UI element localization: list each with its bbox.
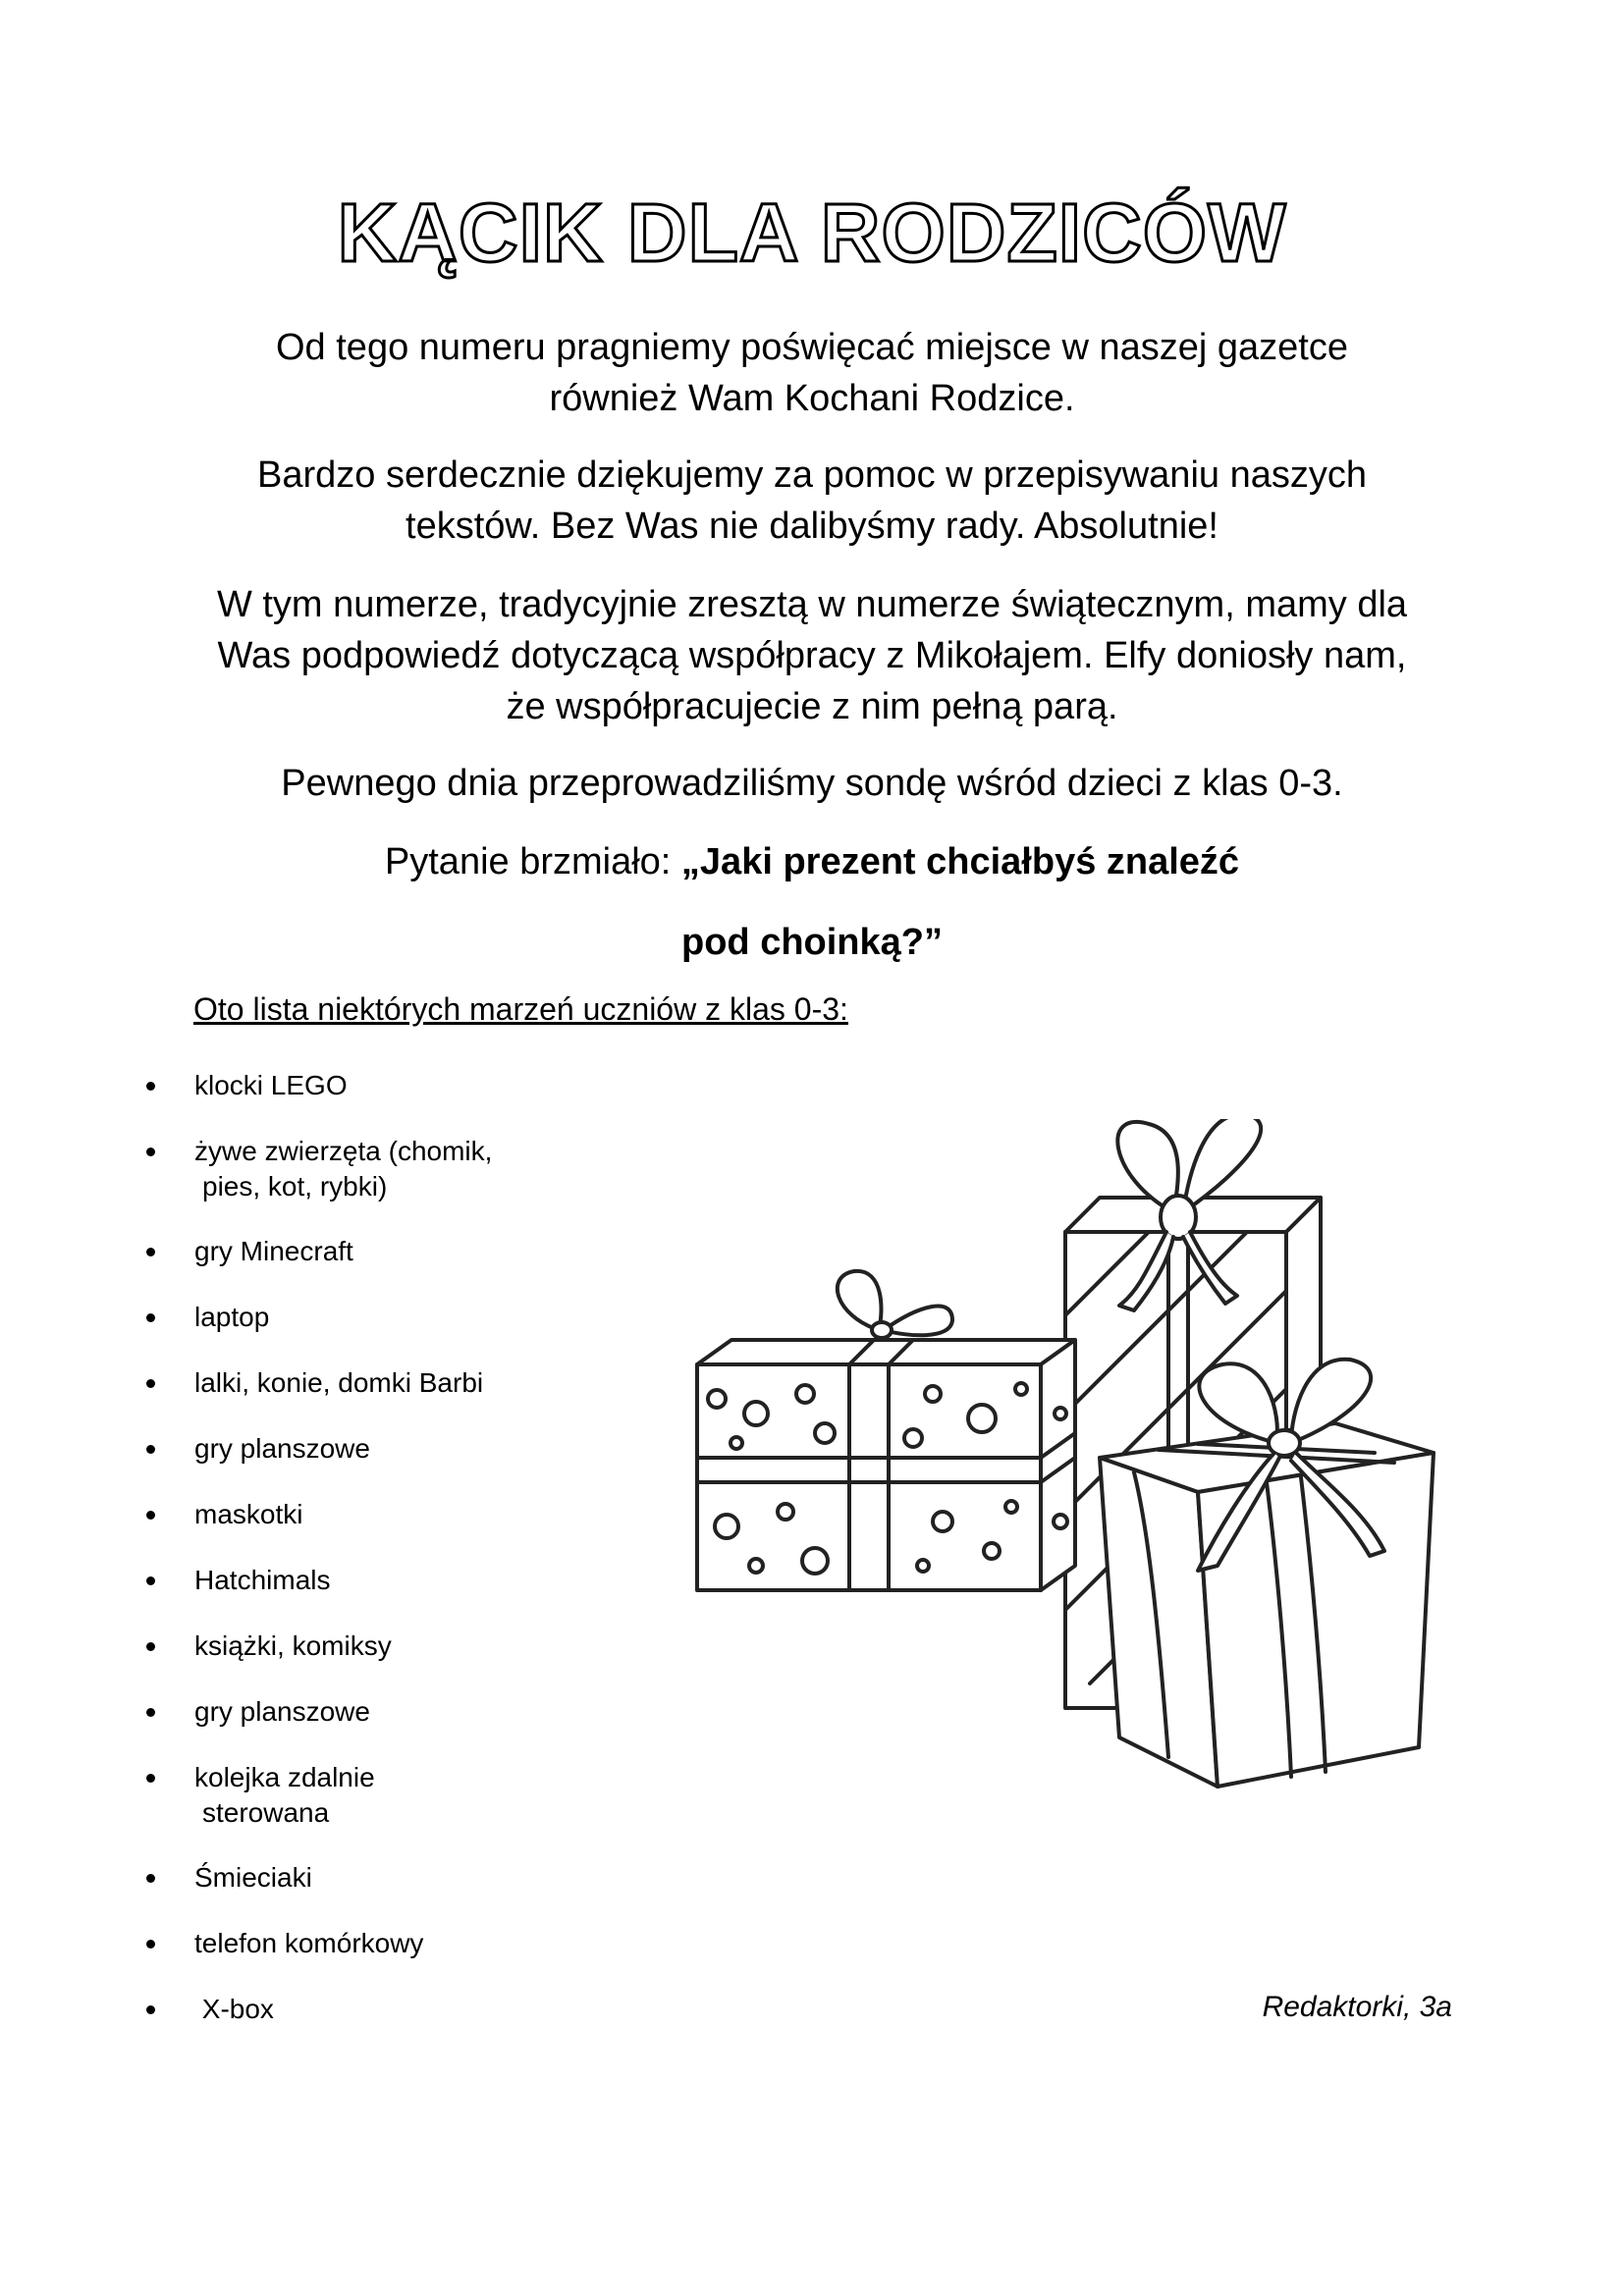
bullet-icon <box>146 1774 155 1783</box>
bullet-icon <box>146 1511 155 1520</box>
list-item: telefon komórkowy <box>157 1926 423 1961</box>
bullet-icon <box>146 1445 155 1454</box>
list-item: klocki LEGO <box>157 1068 348 1103</box>
list-item: X-box <box>157 1992 274 2027</box>
bullet-icon <box>146 1313 155 1322</box>
dotted-gift-icon <box>697 1271 1075 1590</box>
list-item: gry planszowe <box>157 1694 370 1730</box>
gift-boxes-icon <box>687 1119 1443 1806</box>
list-item: książki, komiksy <box>157 1629 392 1664</box>
question-prefix: Pytanie brzmiało: <box>384 841 681 882</box>
bullet-icon <box>146 1708 155 1717</box>
bullet-icon <box>146 1576 155 1585</box>
bullet-icon <box>146 1248 155 1256</box>
wish-list <box>0 0 687 2296</box>
bullet-icon <box>146 1082 155 1091</box>
bullet-icon <box>146 1874 155 1883</box>
intro-line-1: Od tego numeru pragniemy poświęcać miejsce w naszej gazetce <box>276 327 1348 368</box>
santa-line-3: że współpracujecie z nim pełną parą. <box>506 686 1118 727</box>
page-title: KĄCIK DLA RODZICÓW <box>337 187 1287 279</box>
signature: Redaktorki, 3a <box>1262 1991 1452 2023</box>
list-item: żywe zwierzęta (chomik, pies, kot, rybki) <box>157 1134 492 1204</box>
list-item: gry Minecraft <box>157 1234 353 1269</box>
bullet-icon <box>146 1642 155 1651</box>
list-header: Oto lista niektórych marzeń uczniów z klas 0-3: <box>193 991 848 1027</box>
thanks-line-1: Bardzo serdecznie dziękujemy za pomoc w przepisywaniu naszych <box>257 454 1367 496</box>
bullet-icon <box>146 2005 155 2014</box>
santa-line-1: W tym numerze, tradycyjnie zresztą w numerze świątecznym, mamy dla <box>216 584 1408 625</box>
list-item: kolejka zdalnie sterowana <box>157 1760 375 1831</box>
list-item: gry planszowe <box>157 1431 370 1467</box>
list-item: Śmieciaki <box>157 1860 312 1896</box>
question-bold-2: pod choinką?” <box>681 922 943 963</box>
bullet-icon <box>146 1148 155 1156</box>
bullet-icon <box>146 1940 155 1949</box>
intro-line-2: również Wam Kochani Rodzice. <box>549 378 1075 419</box>
survey-line: Pewnego dnia przeprowadziliśmy sondę wśród dzieci z klas 0-3. <box>281 763 1343 804</box>
list-item: lalki, konie, domki Barbi <box>157 1365 483 1401</box>
list-item: laptop <box>157 1300 269 1335</box>
thanks-line-2: tekstów. Bez Was nie dalibyśmy rady. Absolutnie! <box>406 506 1218 547</box>
question-bold-1: „Jaki prezent chciałbyś znaleźć <box>680 841 1240 882</box>
list-item: maskotki <box>157 1497 302 1532</box>
bullet-icon <box>146 1379 155 1388</box>
list-item: Hatchimals <box>157 1563 330 1598</box>
santa-line-2: Was podpowiedź dotyczącą współpracy z Mikołajem. Elfy doniosły nam, <box>217 635 1407 676</box>
